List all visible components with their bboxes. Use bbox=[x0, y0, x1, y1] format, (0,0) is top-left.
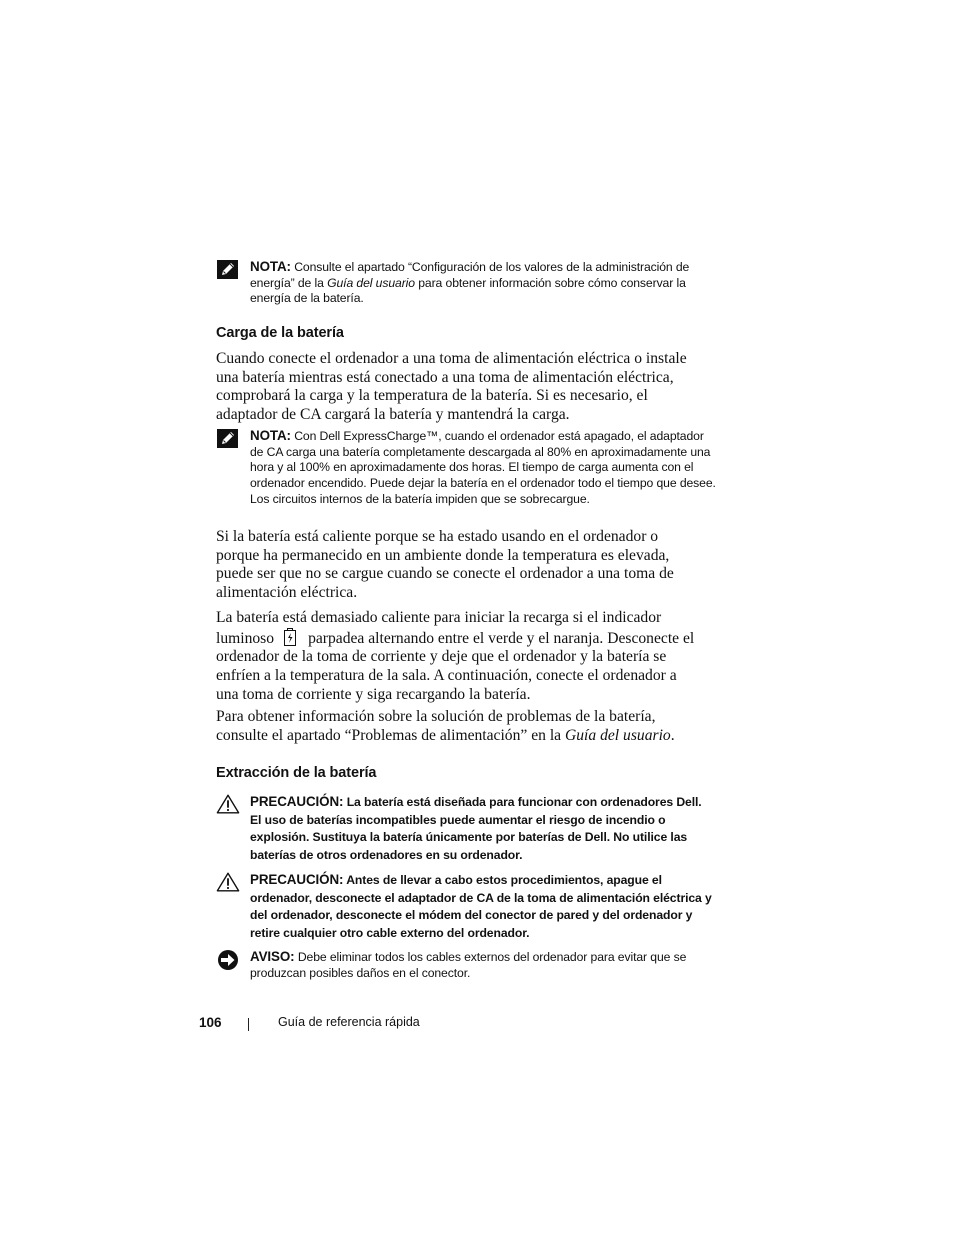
footer-divider bbox=[248, 1018, 249, 1031]
paragraph-charging-intro: Cuando conecte el ordenador a una toma de alimentación eléctrica o instale una batería mientras está conectado a una toma de alimentación eléctrica, comprobará la carga y la temperatura de la batería. Si es necesario, el adaptador de CA cargará la batería y mantendrá la carga. bbox=[216, 350, 687, 424]
caution-text-2: PRECAUCIÓN: Antes de llevar a cabo estos procedimientos, apague el ordenador, desconecte el adaptador de CA de la toma de alimentación eléctrica y del ordenador, desconecte el módem del conector de pared y del ordenador y retire cualquier otro cable externo del ordenador. bbox=[250, 872, 712, 940]
note-pencil-icon bbox=[216, 428, 240, 450]
section-heading-removal: Extracción de la batería bbox=[216, 765, 377, 781]
note-block-1 bbox=[216, 259, 716, 307]
caution-label: PRECAUCIÓN: bbox=[250, 794, 344, 809]
paragraph-indicator: La batería está demasiado caliente para iniciar la recarga si el indicador luminoso parpadea alternando entre el verde y el naranja. Desconecte el ordenador de la toma de corriente y deje que el ordenador y la batería se enfríen a la temperatura de la sala. A continuación, conecte el ordenador a una toma de corriente y siga recargando la batería. bbox=[216, 609, 695, 703]
note-label: NOTA: bbox=[250, 259, 291, 274]
note-text-1: NOTA: Consulte el apartado “Configuración de los valores de la administración de energía” de la Guía del usuario para obtener información sobre cómo conservar la energía de la batería. bbox=[250, 259, 690, 306]
note-text-2: NOTA: Con Dell ExpressCharge™, cuando el ordenador está apagado, el adaptador de CA carga una batería completamente descargada al 80% en aproximadamente una hora y al 100% en aproximadamente dos horas. El tiempo de carga aumenta con el ordenador encendido. Puede dejar la batería en el ordenador todo el tiempo que desee. Los circuitos internos de la batería impiden que se sobrecargue. bbox=[250, 428, 716, 506]
paragraph-hot-battery: Si la batería está caliente porque se ha estado usando en el ordenador o porque ha permanecido en un ambiente donde la temperatura es elevada, puede ser que no se cargue cuando se conecte el ordenador a una toma de alimentación eléctrica. bbox=[216, 528, 674, 602]
note-label: NOTA: bbox=[250, 428, 291, 443]
notice-text: AVISO: Debe eliminar todos los cables externos del ordenador para evitar que se produzcan posibles daños en el conector. bbox=[250, 949, 687, 980]
battery-status-icon bbox=[284, 628, 296, 646]
note-pencil-icon bbox=[216, 259, 240, 281]
caution-label: PRECAUCIÓN: bbox=[250, 872, 344, 887]
footer-title: Guía de referencia rápida bbox=[278, 1015, 420, 1029]
caution-block-2 bbox=[216, 871, 716, 942]
notice-block bbox=[216, 949, 716, 981]
section-heading-charging: Carga de la batería bbox=[216, 325, 344, 341]
caution-triangle-icon bbox=[216, 871, 240, 893]
notice-arrow-icon bbox=[216, 949, 240, 971]
notice-label: AVISO: bbox=[250, 949, 295, 964]
caution-block-1 bbox=[216, 793, 716, 864]
note-block-2 bbox=[216, 428, 716, 508]
paragraph-troubleshooting: Para obtener información sobre la solución de problemas de la batería, consulte el apartado “Problemas de alimentación” en la Guía del usuario. bbox=[216, 708, 675, 744]
caution-triangle-icon bbox=[216, 793, 240, 815]
page-number: 106 bbox=[199, 1015, 222, 1030]
caution-text-1: PRECAUCIÓN: La batería está diseñada para funcionar con ordenadores Dell. El uso de baterías incompatibles puede aumentar el riesgo de incendio o explosión. Sustituya la batería únicamente por baterías de Dell. No utilice las baterías de otros ordenadores en su ordenador. bbox=[250, 794, 702, 862]
